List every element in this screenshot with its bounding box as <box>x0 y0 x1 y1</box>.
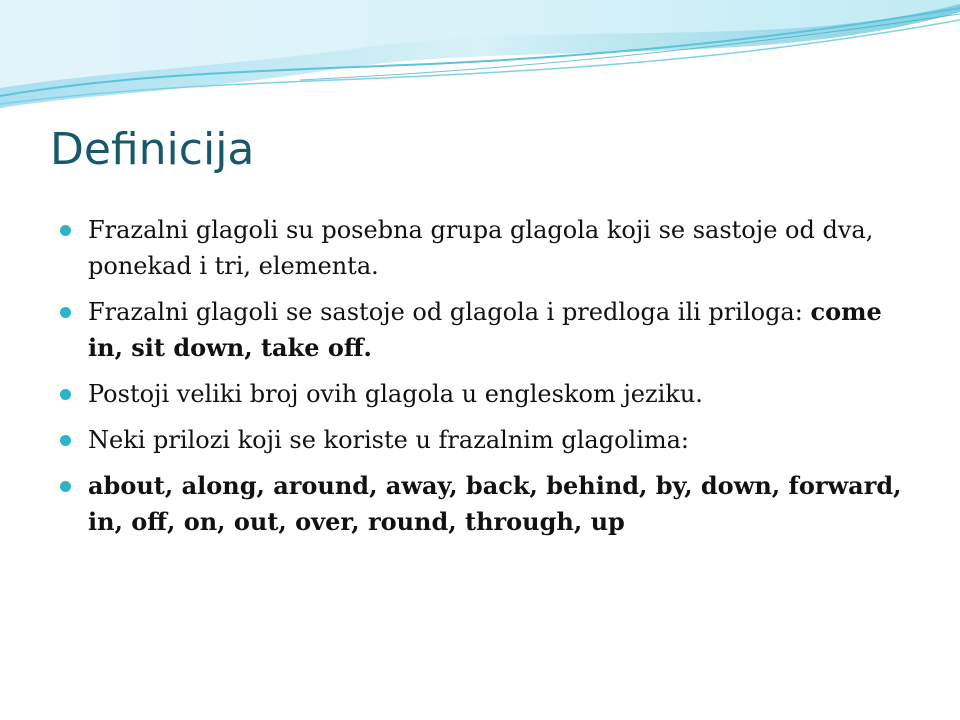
bullet-dot-icon <box>60 389 71 400</box>
decorative-wave-header <box>0 0 960 140</box>
bullet-text: Postoji veliki broj ovih glagola u engleskom jeziku. <box>88 380 703 408</box>
slide-title: Definicija <box>50 124 255 175</box>
bullet-item <box>60 294 920 366</box>
bullet-text: Neki prilozi koji se koriste u frazalnim glagolima: <box>88 426 690 454</box>
bullet-item <box>60 468 920 540</box>
bullet-item <box>60 212 920 284</box>
bullet-dot-icon <box>60 307 71 318</box>
bullet-dot-icon <box>60 225 71 236</box>
bullet-bold-adverbs: about, along, around, away, back, behind, by, down, forward, in, off, on, out, over, round, through, up <box>88 471 902 536</box>
bullet-item <box>60 376 920 412</box>
bullet-item <box>60 422 920 458</box>
bullet-text: Frazalni glagoli se sastoje od glagola i predloga ili priloga: <box>88 298 811 326</box>
bullet-dot-icon <box>60 435 71 446</box>
bullet-bold-examples: come in, sit down, take off. <box>88 297 882 362</box>
bullet-text: Frazalni glagoli su posebna grupa glagola koji se sastoje od dva, ponekad i tri, elementa. <box>88 216 874 280</box>
bullet-list <box>60 212 920 550</box>
bullet-dot-icon <box>60 481 71 492</box>
